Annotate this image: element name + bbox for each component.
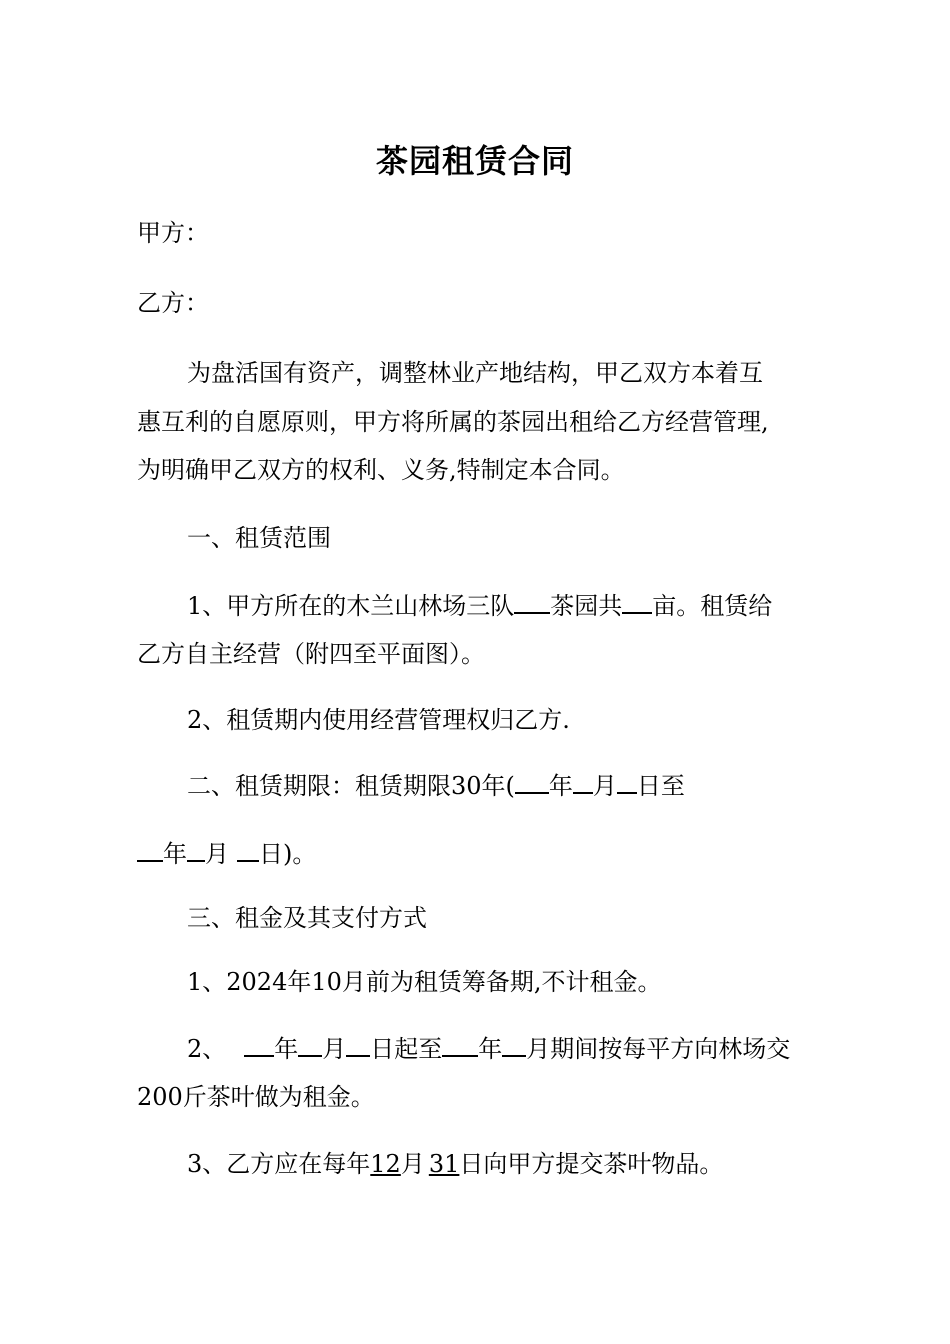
fill-in-blank[interactable] — [137, 838, 163, 862]
section1-item1-text-b: 茶园共 — [550, 592, 623, 620]
fill-in-blank[interactable] — [622, 590, 652, 614]
section3-item3-text-a: 3、乙方应在每年 — [187, 1150, 371, 1178]
fill-in-blank[interactable] — [573, 770, 593, 794]
section2-text-f: 月 — [205, 840, 229, 868]
payment-month-value: 12 — [370, 1150, 401, 1178]
section1-item1-text-c: 亩。租赁给 — [652, 592, 773, 620]
fill-in-blank[interactable] — [515, 770, 549, 794]
section3-item2-text-f: 月期间按每平方向林场交 — [526, 1035, 791, 1063]
section2-line2 — [137, 838, 316, 869]
section1-item1-line1 — [187, 590, 772, 621]
section3-item2-text-b: 年 — [274, 1035, 299, 1063]
section2-text-b: 年 — [548, 772, 573, 800]
fill-in-blank[interactable] — [237, 838, 259, 862]
fill-in-blank[interactable] — [244, 1033, 274, 1057]
intro-line-3: 为明确甲乙双方的权利、义务,特制定本合同。 — [137, 456, 625, 484]
fill-in-blank[interactable] — [346, 1033, 370, 1057]
section3-item3-text-b: 月 — [400, 1150, 425, 1178]
section1-item1-text-a: 1、甲方所在的木兰山林场三队 — [187, 592, 515, 620]
section3-item2-text-a: 2、 — [187, 1035, 227, 1063]
section2-text-c: 月 — [592, 772, 617, 800]
page-title: 茶园租赁合同 — [375, 142, 574, 180]
fill-in-blank[interactable] — [502, 1033, 526, 1057]
section3-item3 — [187, 1149, 723, 1179]
section3-heading: 三、租金及其支付方式 — [187, 904, 427, 932]
fill-in-blank[interactable] — [298, 1033, 322, 1057]
section2-text-d: 日至 — [636, 772, 685, 800]
intro-line-1: 为盘活国有资产，调整林业产地结构，甲乙双方本着互 — [187, 359, 763, 387]
party-a-label: 甲方： — [137, 219, 209, 247]
section3-item2-text-d: 日起至 — [370, 1035, 443, 1063]
section3-item1: 1、2024年10月前为租赁筹备期,不计租金。 — [187, 968, 662, 996]
fill-in-blank[interactable] — [187, 838, 205, 862]
section2-line1 — [187, 770, 685, 801]
section3-item2-text-e: 年 — [478, 1035, 503, 1063]
section2-text-g: 日)。 — [259, 840, 317, 868]
party-b-label: 乙方： — [137, 289, 209, 317]
section2-text-a: 二、租赁期限：租赁期限30年( — [187, 772, 515, 800]
fill-in-blank[interactable] — [514, 590, 550, 614]
fill-in-blank[interactable] — [617, 770, 637, 794]
intro-line-2: 惠互利的自愿原则，甲方将所属的茶园出租给乙方经营管理, — [137, 408, 769, 436]
section3-item2-text-c: 月 — [322, 1035, 347, 1063]
section2-text-e: 年 — [163, 840, 187, 868]
section3-item3-text-c: 日向甲方提交茶叶物品。 — [459, 1150, 724, 1178]
payment-day-value: 31 — [428, 1150, 460, 1178]
section3-item2-line2: 200斤茶叶做为租金。 — [137, 1083, 375, 1111]
section3-item2-line1 — [187, 1033, 790, 1064]
section1-item1-line2: 乙方自主经营（附四至平面图）。 — [137, 640, 485, 668]
fill-in-blank[interactable] — [442, 1033, 478, 1057]
section1-heading: 一、租赁范围 — [187, 524, 331, 552]
section1-item2: 2、租赁期内使用经营管理权归乙方. — [187, 706, 570, 734]
